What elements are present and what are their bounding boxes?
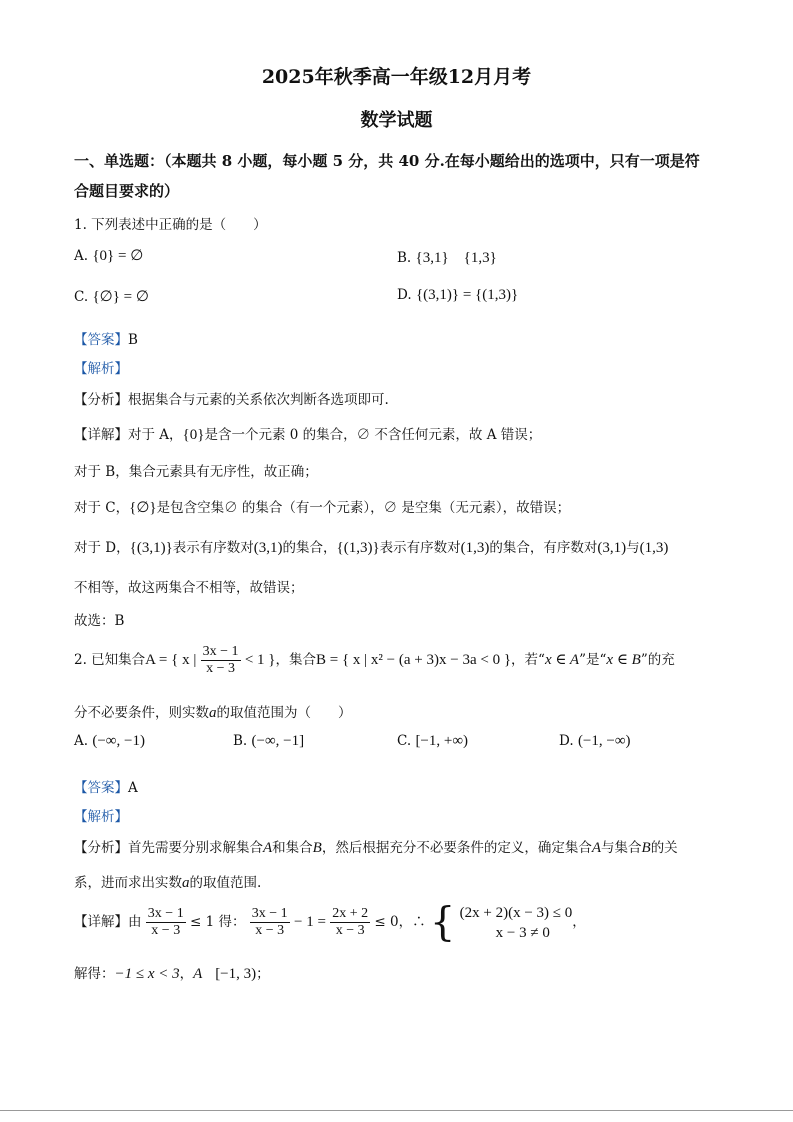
q1-detail-1b: {0} <box>182 427 205 443</box>
q1-xiangjie-tag: 【详解】 <box>74 427 128 443</box>
q2-solve-line <box>74 962 270 983</box>
q2-stem-d: ”是“ <box>579 652 607 668</box>
q2-option-a-label: A. <box>74 733 89 749</box>
q2-setA-suffix: < 1 } <box>244 652 276 668</box>
q1-detail-3c: 是包含空集∅ 的集合（有一个元素），∅ 是空集（无元素），故错误； <box>156 500 571 516</box>
q2-setA-prefix: A = { x | <box>145 652 197 668</box>
q1-detail-4l: (1,3) <box>639 540 669 556</box>
q1-fenxi-tag: 【分析】 <box>74 392 128 408</box>
q1-detail-4c: 表示有序数对 <box>172 540 254 556</box>
q2-stem-line2b: 的取值范围为（ ） <box>216 705 352 721</box>
q2-xj-fraction3 <box>330 906 370 939</box>
q2-fenxi-tag: 【分析】 <box>74 840 128 856</box>
q2-fenxi-1b: 和集合 <box>272 840 313 856</box>
q1-detail-4k: 与 <box>626 540 640 556</box>
q2-option-b-text: (−∞, −1] <box>251 733 305 749</box>
q1-answer-tag: 【答案】 <box>74 332 128 348</box>
q1-detail-4g: 表示有序数对 <box>379 540 461 556</box>
q2-cond2: x ∈ B <box>606 652 641 668</box>
q2-setB: B = { x | x² − (a + 3)x − 3a < 0 } <box>316 652 512 668</box>
q2-solve-ineq: −1 ≤ x < 3 <box>114 966 180 982</box>
page-subtitle: 数学试题 <box>360 110 433 131</box>
q2-frac1-num: 3x − 1 <box>202 644 239 659</box>
q2-xj-f3-num: 2x + 2 <box>332 906 369 921</box>
q2-fenxi-2b: 的取值范围. <box>189 875 262 891</box>
q2-setA-fraction <box>201 644 241 677</box>
q2-option-c <box>397 733 468 750</box>
q2-stem-e: ”的充 <box>640 652 675 668</box>
q2-solve-set: [−1, 3) <box>215 966 257 982</box>
q1-detail-1c: 是含一个元素 0 的集合，∅ 不含任何元素，故 A 错误； <box>204 427 542 443</box>
q1-detail-4j: (3,1) <box>597 540 627 556</box>
q1-detail-4b: {(3,1)} <box>129 540 173 556</box>
q1-option-a-text: {0} = ∅ <box>92 248 144 264</box>
q1-analysis-tag: 【解析】 <box>74 361 128 377</box>
q2-option-c-text: [−1, +∞) <box>415 733 469 749</box>
q1-option-b-label: B. <box>397 250 412 266</box>
q2-fenxi-line2 <box>74 871 261 892</box>
q2-frac1-den: x − 3 <box>206 661 236 676</box>
q2-stem-b: ，集合 <box>275 652 317 668</box>
q1-option-b <box>397 246 497 267</box>
q2-xj-f1-num: 3x − 1 <box>147 906 184 921</box>
q2-system-line1: (2x + 2)(x − 3) ≤ 0 <box>459 904 573 921</box>
q1-option-c-label: C. <box>74 289 89 305</box>
q2-xj-le0: ≤ 0，∴ <box>374 914 426 930</box>
q1-option-a <box>74 246 143 265</box>
q1-detail-4e: 的集合， <box>282 540 337 556</box>
q2-fenxi-A: A <box>263 840 273 856</box>
q1-stem: 1. 下列表述中正确的是（ ） <box>74 217 267 233</box>
q2-fenxi-line1 <box>74 836 678 857</box>
q2-xj-f3-den: x − 3 <box>335 923 365 938</box>
q2-fenxi-a: a <box>182 875 190 891</box>
q2-option-d-text: (−1, −∞) <box>577 733 631 749</box>
q1-detail-4i: 的集合，有序数对 <box>489 540 598 556</box>
q2-fenxi-B: B <box>312 840 322 856</box>
section-heading-line1: 一、单选题：（本题共 8 小题，每小题 5 分，共 40 分.在每小题给出的选项中，只有一项是符 <box>74 152 700 170</box>
q2-fenxi-1c: ，然后根据充分不必要条件的定义，确定集合 <box>321 840 592 856</box>
q2-stem-line2 <box>74 701 352 722</box>
q2-system-end: ， <box>572 914 586 930</box>
q2-option-c-label: C. <box>397 733 412 749</box>
q2-system <box>460 903 573 943</box>
q2-fenxi-2a: 系，进而求出实数 <box>74 875 182 891</box>
q2-xj-f2-num: 3x − 1 <box>251 906 288 921</box>
q1-detail-line4 <box>74 536 668 557</box>
q2-xj-f1-den: x − 3 <box>151 923 181 938</box>
q1-answer <box>74 328 138 348</box>
q1-detail-3b: {∅} <box>129 500 157 516</box>
q2-stem-c: ，若“ <box>511 652 545 668</box>
q1-detail-line2: 对于 B，集合元素具有无序性，故正确； <box>74 464 318 480</box>
q1-detail-4h: (1,3) <box>460 540 490 556</box>
q2-system-brace: { <box>429 899 456 946</box>
q1-fenxi-text: 根据集合与元素的关系依次判断各选项即可. <box>128 392 389 408</box>
q1-detail-1a: 对于 A， <box>128 427 183 443</box>
q2-stem-line1 <box>74 642 675 678</box>
q2-cond1: x ∈ A <box>544 652 580 668</box>
q2-option-d-label: D. <box>559 733 574 749</box>
q2-answer-tag: 【答案】 <box>74 780 128 796</box>
q2-answer <box>74 776 138 796</box>
q1-answer-value: B <box>128 332 138 348</box>
q1-choose: 故选：B <box>74 613 125 629</box>
q2-solve-A: A <box>193 966 203 982</box>
q1-option-b-text: {3,1} {1,3} <box>415 250 497 266</box>
q2-fenxi-1e: 的关 <box>650 840 678 856</box>
section-heading-line2: 合题目要求的） <box>74 182 180 200</box>
q1-option-d <box>397 287 518 304</box>
q2-option-a <box>74 733 145 750</box>
q2-fenxi-1a: 首先需要分别求解集合 <box>128 840 263 856</box>
q2-fenxi-B2: B <box>641 840 651 856</box>
q1-option-c <box>74 287 149 306</box>
q2-analysis-tag: 【解析】 <box>74 809 128 825</box>
q1-option-d-label: D. <box>397 287 412 303</box>
q1-fenxi <box>74 388 389 408</box>
q2-detail-line1 <box>74 900 586 944</box>
q1-detail-3a: 对于 C， <box>74 500 130 516</box>
q1-option-c-text: {∅} = ∅ <box>92 289 149 305</box>
q2-xj-minus1: − 1 = <box>293 914 326 930</box>
q2-option-d <box>559 733 631 750</box>
q2-xj-fraction1 <box>146 906 186 939</box>
page-title: 2025年秋季高一年级12月月考 <box>261 66 532 88</box>
q2-fenxi-1d: 与集合 <box>601 840 642 856</box>
q1-option-a-label: A. <box>74 248 89 264</box>
q2-solve-a: 解得： <box>74 966 115 982</box>
q2-xiangjie-tag: 【详解】 <box>74 914 128 930</box>
q1-option-d-text: {(3,1)} = {(1,3)} <box>415 287 519 303</box>
q1-detail-line3 <box>74 496 570 517</box>
q2-option-a-text: (−∞, −1) <box>92 733 145 749</box>
q2-answer-value: A <box>128 780 138 796</box>
q2-option-b <box>233 733 304 750</box>
q2-solve-end: ； <box>256 966 270 982</box>
q2-system-line2: x − 3 ≠ 0 <box>495 924 550 941</box>
q2-xj-f2-den: x − 3 <box>255 923 285 938</box>
q1-detail-4d: (3,1) <box>253 540 283 556</box>
q1-detail-4a: 对于 D， <box>74 540 130 556</box>
q1-detail-4f: {(1,3)} <box>336 540 380 556</box>
q2-solve-b: ， <box>179 966 194 982</box>
q2-var-a: a <box>209 705 217 721</box>
q2-xj-you: 由 <box>128 914 142 930</box>
q2-stem-line2a: 分不必要条件，则实数 <box>74 705 209 721</box>
q1-detail-line5: 不相等，故这两集合不相等，故错误； <box>74 580 304 596</box>
q2-fenxi-A2: A <box>591 840 602 856</box>
q1-detail-line1 <box>74 423 541 444</box>
q2-stem-a: 2. 已知集合 <box>74 652 146 668</box>
q2-xj-le1: ≤ 1 得： <box>190 914 246 930</box>
q2-xj-fraction2 <box>250 906 290 939</box>
q2-option-b-label: B. <box>233 733 248 749</box>
page-bottom-divider <box>0 1110 793 1111</box>
